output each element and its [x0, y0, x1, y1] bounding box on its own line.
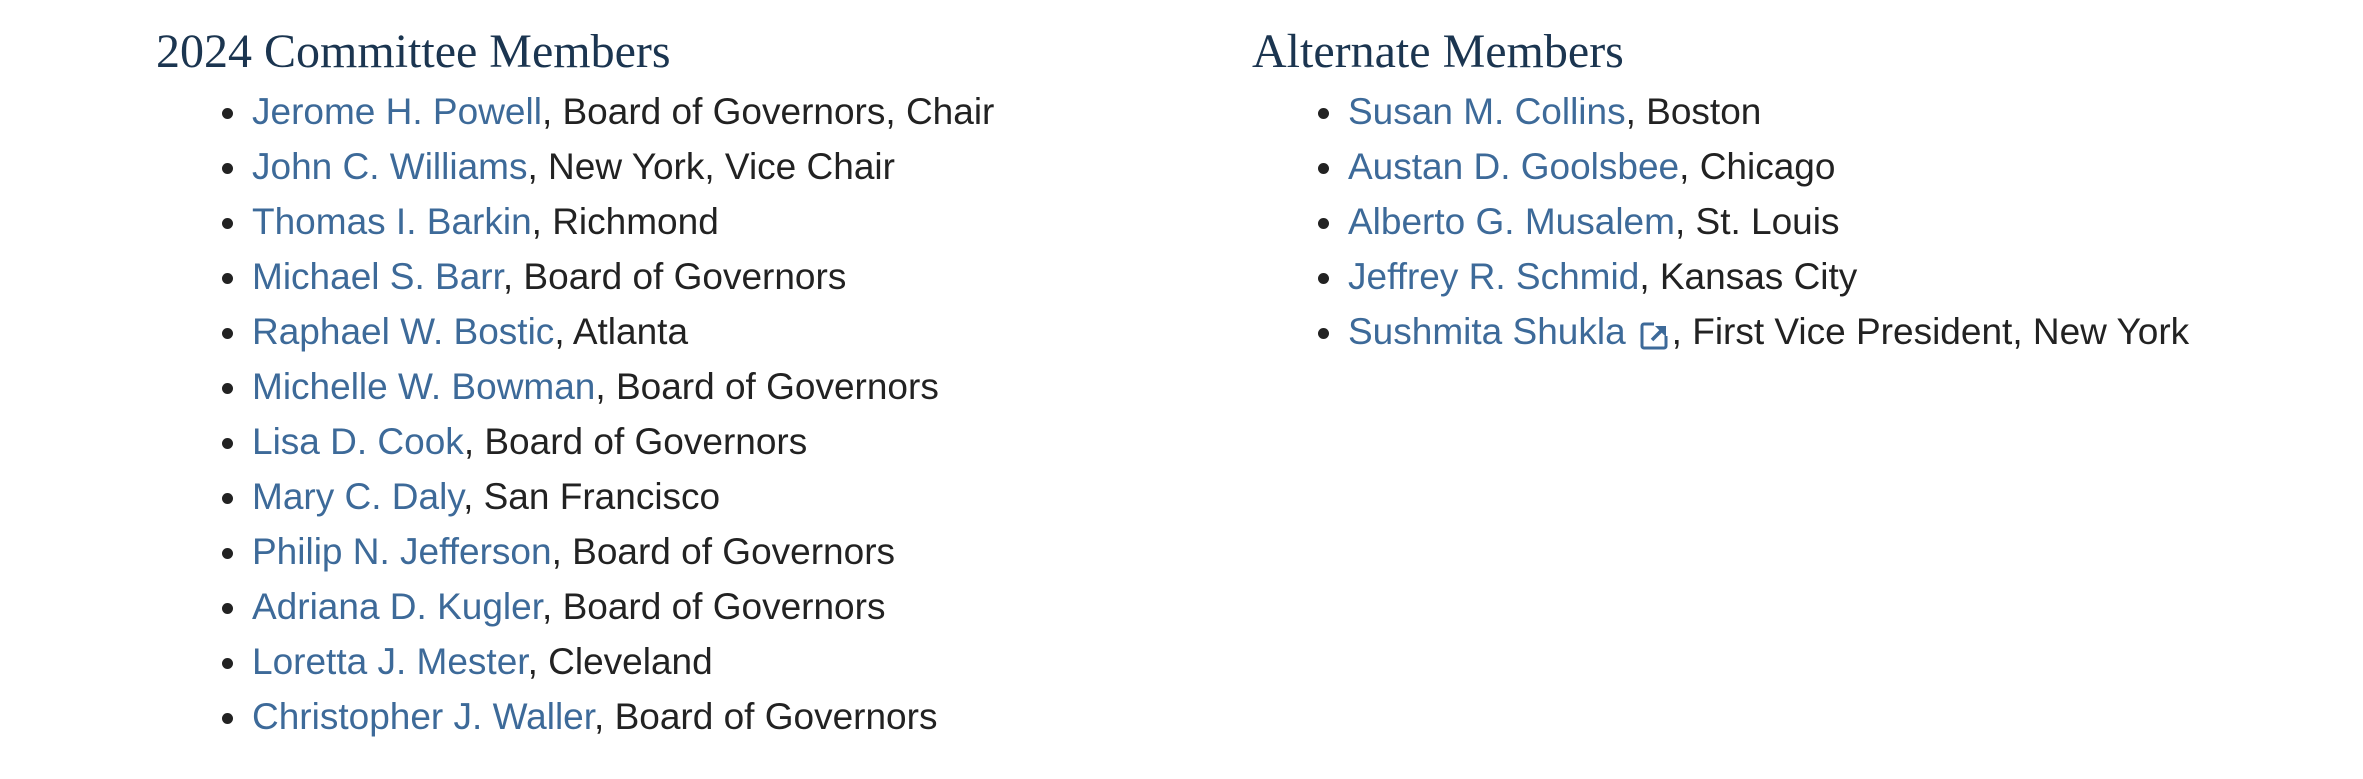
alternate-members-section	[1252, 22, 2302, 359]
member-role: , Richmond	[531, 201, 719, 242]
bullet	[1318, 328, 1329, 339]
member-role: , San Francisco	[463, 476, 721, 517]
bullet	[1318, 108, 1329, 119]
external-link-icon[interactable]	[1640, 310, 1670, 340]
member-link-kugler[interactable]: Adriana D. Kugler	[252, 586, 543, 627]
member-role: , Cleveland	[527, 641, 713, 682]
member-role: , Board of Governors	[542, 586, 886, 627]
member-link-musalem[interactable]: Alberto G. Musalem	[1348, 201, 1675, 242]
member-link-williams[interactable]: John C. Williams	[252, 146, 528, 187]
bullet	[222, 163, 233, 174]
bullet	[222, 273, 233, 284]
bullet	[222, 108, 233, 119]
list-item	[156, 249, 1156, 304]
member-role: , Chicago	[1679, 146, 1836, 187]
member-link-bostic[interactable]: Raphael W. Bostic	[252, 311, 555, 352]
member-role: , St. Louis	[1674, 201, 1840, 242]
member-link-shukla[interactable]: Sushmita Shukla	[1348, 311, 1626, 352]
bullet	[222, 603, 233, 614]
bullet	[1318, 273, 1329, 284]
list-item	[156, 359, 1156, 414]
member-role: , Atlanta	[554, 311, 689, 352]
list-item	[156, 524, 1156, 579]
list-item	[156, 634, 1156, 689]
bullet	[222, 713, 233, 724]
member-link-mester[interactable]: Loretta J. Mester	[252, 641, 528, 682]
list-item	[1252, 139, 2302, 194]
member-role: , Kansas City	[1639, 256, 1858, 297]
list-item	[156, 304, 1156, 359]
member-link-daly[interactable]: Mary C. Daly	[252, 476, 464, 517]
member-link-schmid[interactable]: Jeffrey R. Schmid	[1348, 256, 1640, 297]
member-role: , New York, Vice Chair	[527, 146, 895, 187]
list-item	[156, 579, 1156, 634]
bullet	[222, 328, 233, 339]
member-link-waller[interactable]: Christopher J. Waller	[252, 696, 595, 737]
member-link-jefferson[interactable]: Philip N. Jefferson	[252, 531, 552, 572]
bullet	[222, 658, 233, 669]
list-item	[156, 469, 1156, 524]
member-role: , First Vice President, New York	[1671, 311, 2190, 352]
member-link-bowman[interactable]: Michelle W. Bowman	[252, 366, 596, 407]
list-item	[1252, 194, 2302, 249]
member-role: , Board of Governors	[594, 696, 938, 737]
member-role: , Board of Governors	[551, 531, 896, 572]
member-role: , Board of Governors, Chair	[541, 91, 995, 132]
member-role: , Board of Governors	[595, 366, 939, 407]
member-link-cook[interactable]: Lisa D. Cook	[252, 421, 464, 462]
alternate-members-list	[1252, 84, 2302, 359]
bullet	[222, 493, 233, 504]
bullet	[222, 218, 233, 229]
member-link-barr[interactable]: Michael S. Barr	[252, 256, 503, 297]
alternate-members-heading: Alternate Members	[1252, 25, 1624, 78]
list-item	[1252, 304, 2302, 359]
list-item	[156, 414, 1156, 469]
list-item	[156, 139, 1156, 194]
member-link-goolsbee[interactable]: Austan D. Goolsbee	[1348, 146, 1680, 187]
bullet	[222, 548, 233, 559]
list-item	[1252, 249, 2302, 304]
bullet	[1318, 163, 1329, 174]
bullet	[222, 438, 233, 449]
committee-members-heading: 2024 Committee Members	[156, 25, 671, 78]
list-item	[1252, 84, 2302, 139]
member-role: , Board of Governors	[463, 421, 808, 462]
bullet	[1318, 218, 1329, 229]
member-role: , Boston	[1625, 91, 1762, 132]
member-link-powell[interactable]: Jerome H. Powell	[252, 91, 542, 132]
member-role: , Board of Governors	[502, 256, 847, 297]
list-item	[156, 689, 1156, 744]
member-link-barkin[interactable]: Thomas I. Barkin	[252, 201, 532, 242]
committee-members-list	[156, 84, 1156, 744]
list-item	[156, 194, 1156, 249]
member-link-collins[interactable]: Susan M. Collins	[1348, 91, 1626, 132]
list-item	[156, 84, 1156, 139]
bullet	[222, 383, 233, 394]
committee-members-section	[156, 22, 1156, 744]
